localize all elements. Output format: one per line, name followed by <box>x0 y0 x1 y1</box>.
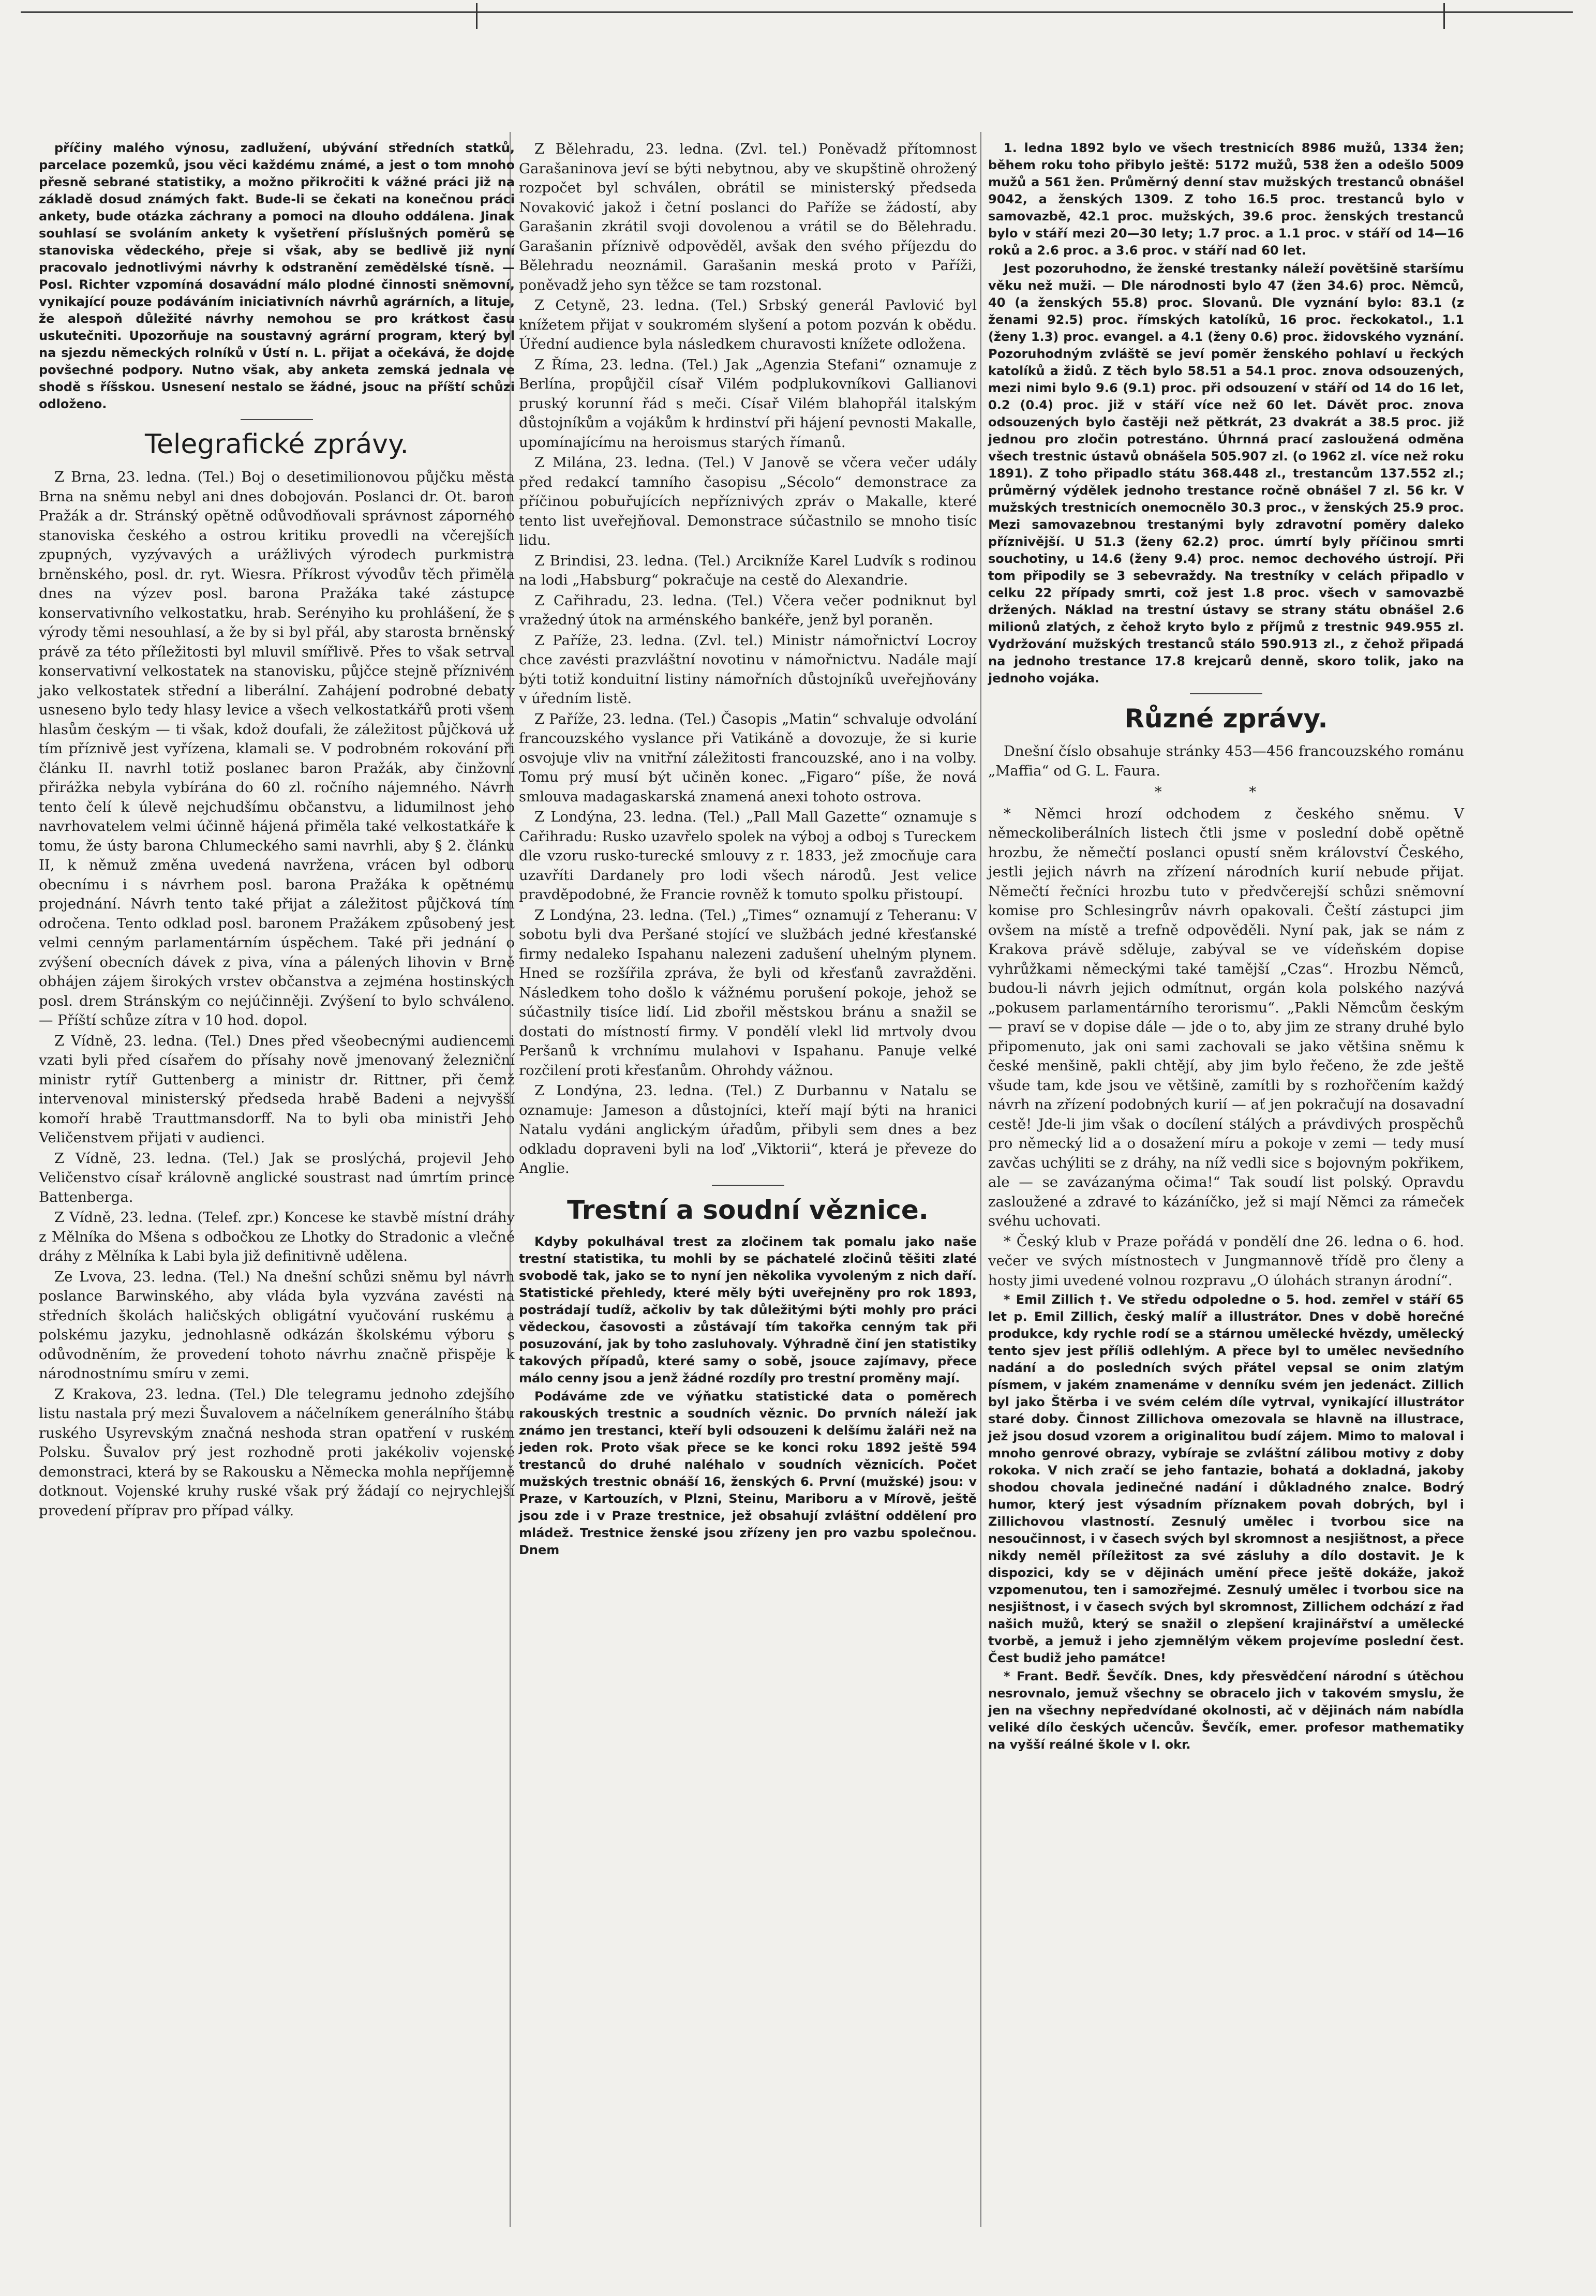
news-item: Z Paříže, 23. ledna. (Zvl. tel.) Ministr námořnictví Locroy chce zavésti prazvláštní novotinu v námořnictvu. Nadále mají býti totiž konduitní listiny námořních důstojníků uveřejňovány v úředním listě. <box>519 632 977 707</box>
news-item: * Němci hrozí odchodem z českého sněmu. V německoliberálních listech čtli jsme v poslední době opětně hrozbu, že němečtí poslanci opustí sněm království Českého, jestli jejich návrh na zřízení národních kurií nebude přijat. Němečtí řečníci hrozbu tuto v předvčerejší schůzi sněmovní komise pro Schlesingrův návrh opakovali. Čeští zástupci jim ovšem na místě a trefně odpověděli. Nyní pak, jak se nám z Krakova právě sděluje, zabýval se ve vídeňském dopise vyhrůžkami německými také tamější „Czas“. Hrozbu Němců, budou-li návrh jejich odmítnut, orgán kola polského nazývá „pokusem parlamentárního terorismu“. „Pakli Němcům českým — praví se v dopise dále — jde o to, aby jim ze strany druhé bylo připomenuto, jak oni sami zachovali se jako většina sněmu k české menšině, pakli chtějí, aby jim bylo řečeno, že zde ještě všude tam, kde jsou ve většině, zamítli by s rozhořčením každý návrh na zřízení podobných kurií — ať jen pokračují na dosavadní cestě! Jde-li jim však o docílení stálých a právdivých prospěchů pro německý lid a o dosažení míru a pokoje v zemi — tedy musí zavčas uchýliti se z dráhy, na níž vedli sice s bojovným pokřikem, ale — se zavázanýma očima!“ Tak soudí list polský. Opravdu zasloužené a zdravé to kázáníčko, jež si mají Němci za rámeček svéhu uchovati. <box>988 805 1464 1229</box>
column-3 <box>988 140 1464 1754</box>
news-item: Ze Lvova, 23. ledna. (Tel.) Na dnešní schůzi sněmu byl návrh poslance Barwinského, aby vláda byla vyzvána zavésti na středních školách haličských obligátní vyučování ruskému a polskému jazyku, jednohlasně odkázán školskému výboru s odůvodněním, že provedení tohoto návrhu značně přispěje k národnostnímu smíru v zemi. <box>39 1268 515 1382</box>
news-item: Z Vídně, 23. ledna. (Telef. zpr.) Koncese ke stavbě místní dráhy z Mělníka do Mšena s odbočkou ze Lhotky do Stradonic a vlečné dráhy z Mělníka k Labi byla již definitivně udělena. <box>39 1209 515 1264</box>
article-paragraph: Podáváme zde ve výňatku statistické data o poměrech rakouských trestnic a soudních věznic. Do prvních náleží jak známo jen trestanci, kteří byli odsouzeni k delšímu žaláři než na jeden rok. Proto však přece se ke konci roku 1892 ještě 594 trestanců do druhé naléhalo v soudních věznicích. Počet mužských trestnic obnáší 16, ženských 6. První (mužské) jsou: v Praze, v Kartouzích, v Plzni, Steinu, Mariboru a v Mírově, ještě jsou zde i v Praze trestnice, jež obsahují zvláštní oddělení pro mládež. Trestnice ženské jsou zřízeny jen pro vazbu společnou. Dnem <box>519 1389 977 1557</box>
fold-mark <box>1443 3 1445 29</box>
article-paragraph: Kdyby pokulhával trest za zločinem tak pomalu jako naše trestní statistika, tu mohli by se páchatelé zločinů těšiti zlaté svobodě tak, jako se to nyní jen několika vyvoleným z nich daří. Statistické přehledy, které měly býti uveřejněny pro rok 1893, postrádají tudíž, ačkoliv by tak důležitými býti mohly pro práci vědeckou, časovosti a zůstávají tím takořka cenným tak při posuzování, jak by toho zasluhovaly. Výhradně činí jen statistiky takových případů, které samy o sobě, jsouce zajímavy, přece málo cenny jsou a jenž žádné rozdíly pro trestní proměny mají. <box>519 1234 977 1385</box>
news-item: * Emil Zillich †. Ve středu odpoledne o 5. hod. zemřel v stáří 65 let p. Emil Zillich, český malíř a illustrátor. Dnes v době horečné produkce, kdy rychle rodí se a stárnou umělecké hvězdy, umělecký tento sjev jest příliš odlehlým. A přece byl to umělec nevšedního nadání a do posledních svých přátel vepsal se onim zlatým písmem, v jakém znamenáme v denníku svém jen jedenáct. Zillich byl jako Štěrba i ve svém celém díle vytrval, vynikající illustrátor staré doby. Činnost Zillichova omezovala se hlavně na illustrace, jež jsou dosud vzorem a originalitou budí zájem. Mimo to maloval i mnoho genrové obrazy, vybíraje se zvláštní zálibou motivy z doby rokoka. V nich zračí se jeho fantazie, bohatá a dokladná, jakoby shodou chovala jedinečné nadání i důkladného znalce. Bodrý humor, který jest výsadním příznakem povah dobrých, byl i Zillichovou vlastností. Zesnulý umělec i tvorbou sice na nesoučinnost, i v časech svých byl skromnost a nesjištnost, a přece nikdy neměl příležitost za své zásluhy a dílo dostavit. Je k dispozici, kdy se v dějinách umění přece ještě dokáže, jakož vzpomenutou, ten i samozřejmé. Zesnulý umělec i tvorbou sice na nesjištnost, i v časech svých byl skromnost, Zillichem odchází z řad našich mužů, který se snažil o zlepšení krajinářství a umělecké tvorbě, a jemuž i jeho zjemnělým věkem projevíme poslední čest. Čest budiž jeho památce! <box>988 1292 1464 1665</box>
news-item: Z Krakova, 23. ledna. (Tel.) Dle telegramu jednoho zdejšího listu nastala prý mezi Šuvalovem a náčelníkem generálního štábu ruského Usyrevským značná neshoda stran opatření v ruském Polsku. Šuvalov prý jest rozhodně proti jakékoliv vojenské demonstraci, která by se Rakousku a Německa mohla nepříjemně dotknout. Vojenské kruhy ruské však prý žádají co nejrychlejší provedení příprav pro případ války. <box>39 1385 515 1519</box>
news-item: Z Paříže, 23. ledna. (Tel.) Časopis „Matin“ schvaluje odvolání francouzského vyslance při Vatikáně a dovozuje, že si kurie osvojuje vliv na vnitřní záležitosti francouzské, ano i na volby. Tomu prý musí být učiněn konec. „Figaro“ píše, že nová smlouva madagaskarská znamená anexi tohoto ostrova. <box>519 710 977 805</box>
news-item: Z Bělehradu, 23. ledna. (Zvl. tel.) Poněvadž přítomnost Garašaninova jeví se býti nebytnou, aby ve skupštině ohrožený rozpočet byl schválen, obrátil se ministerský předseda Novaković jakož i četní poslanci do Paříže se žádostí, aby Garašanin zkrátil svoji dovolenou a vrátil se do Bělehradu. Garašanin příznivě odpověděl, avšak den svého příjezdu do Bělehradu neoznámil. Garašanin meská proto v Paříži, poněvadž jeho syn těžce se tam rozstonal. <box>519 141 977 293</box>
separator-rule <box>712 1185 784 1186</box>
article-continuation: příčiny malého výnosu, zadlužení, ubývání středních statků, parcelace pozemků, jsou věci každému známé, a jest o tom mnoho přesně sebrané statistiky, a možno přikročiti k vážné práci již na základě dosud známých fakt. Bude-li se čekati na konečnou práci ankety, bude otázka záchrany a pomoci na dlouho oddálena. Jinak souhlasí se svoláním ankety k vyšetření příslušných poměrů se stanoviska vědeckého, přeje si však, aby se bedlivě již nyní pracovalo jednotlivými návrhy k odstranění zemědělské tísně. — Posl. Richter vzpomíná dosavádní málo plodné činnosti sněmovní, vynikající pouze podáváním iniciativních návrhů agrárních, a lituje, že alespoň důležité návrhy nemohou se pro krátkost času uskutečniti. Upozorňuje na soustavný agrární program, který byl na sjezdu německých rolníků v Ústí n. L. přijat a očekává, že dojde povšechné podpory. Nutno však, aby anketa zemská jednala ve shodě s říšskou. Usnesení nestalo se žádné, jsouc na příští schůzi odloženo. <box>39 141 515 411</box>
news-item: Z Cetyně, 23. ledna. (Tel.) Srbský generál Pavlović byl knížetem přijat v soukromém slyšení a potom pozván k obědu. Úřední audience byla následkem churavosti knížete odložena. <box>519 297 977 352</box>
news-item: Z Říma, 23. ledna. (Tel.) Jak „Agenzia Stefani“ oznamuje z Berlína, propůjčil císař Vilém podplukovníkovi Gallianovi pruský korunní řád s meči. Císař Vilém blahopřál italským důstojníkům a vojákům k hrdinství při hájení pevnosti Makalle, upomínajícímu na heroismus starých římanů. <box>519 356 977 451</box>
article-paragraph: Jest pozoruhodno, že ženské trestanky náleží povětšině staršímu věku než muži. — Dle národnosti bylo 47 (žen 34.6) proc. Němců, 40 (a ženských 55.8) proc. Slovanů. Dle vyznání bylo: 83.1 (z ženami 92.5) proc. římských katolíků, 16 proc. řeckokatol., 1.1 (ženy 1.3) proc. evangel. a 4.1 (ženy 0.6) proc. židovského vyznání. Pozoruhodným zvláště se jeví poměr ženského pohlaví u řeckých katolíků a židů. Z těch bylo 58.51 a 54.1 proc. znova odsouzených, mezi nimi bylo 9.6 (9.1) proc. při odsouzení v stáří od 14 do 16 let, 0.2 (0.4) proc. již v stáří více než 60 let. Dávět proc. znova odsouzených bylo častěji než pětkrát, 23 dvakrát a 38.5 proc. již jednou pro zločin potrestáno. Úhrnná prací zasloužená odměna všech trestnic ústavů obnášela 505.907 zl. (o 1962 zl. více než roku 1891). Z toho připadlo státu 368.448 zl., trestancům 137.552 zl.; průměrný výdělek jednoho trestance ročně obnášel 7 zl. 56 kr. V mužských trestnicích onemocnělo 30.3 proc., v ženských 25.9 proc. Mezi samovazebnou trestanými byly zdravotní poměry daleko příznivější. U 51.3 (ženy 62.2) proc. úmrtí byly příčinou smrti souchotiny, u 14.6 (ženy 9.4) proc. nemoc dechového ústrojí. Při tom připodily se 3 sebevraždy. Na trestníky v celách připadlo v celku 22 případy smrti, což jest 1.8 proc. všech v samovazbě držených. Náklad na trestní ústavy se strany státu obnášel 2.6 milionů zlatých, z čehož kryto bylo z příjmů z trestnic 949.955 zl. Vydržování mužských trestanců stálo 590.913 zl., z čehož připadá na jednoho trestance 17.8 krejcarů denně, skoro tolik, jako na jednoho vojáka. <box>988 261 1464 685</box>
column-1 <box>39 140 515 1522</box>
news-item: * Český klub v Praze pořádá v pondělí dne 26. ledna o 6. hod. večer ve svých místnostech v Jungmannově třídě pro členy a hosty jimi uvedené volnou rozpravu „O úlohách stranyn árodní“. <box>988 1233 1464 1289</box>
article-continuation: 1. ledna 1892 bylo ve všech trestnicích 8986 mužů, 1334 žen; během roku toho přibylo ještě: 5172 mužů, 538 žen a odešlo 5009 mužů a 561 žen. Průměrný denní stav mužských trestanců obnášel 9042, a ženských 1309. Z toho 16.5 proc. trestanců bylo v samovazbě, 42.1 proc. mužských, 39.6 proc. ženských trestanců bylo v stáří mezi 20—30 lety; 1.7 proc. a 1.1 proc. v stáří od 14—16 roků a 2.6 proc. a 3.6 proc. v stáří nad 60 let. <box>988 141 1464 258</box>
news-item: Dnešní číslo obsahuje stránky 453—456 francouzského románu „Maffia“ od G. L. Faura. <box>988 743 1464 779</box>
stars-separator: * * <box>1154 784 1298 800</box>
news-item: Z Milána, 23. ledna. (Tel.) V Janově se včera večer udály před redakcí tamního časopisu „Sécolo“ demonstrace za příčinou pobuřujících nepříznivých zpráv o Makalle, které tento list uveřejňoval. Demonstrace súčastnilo se mnoho tisíc lidu. <box>519 454 977 548</box>
section-title-various-news: Různé zprávy. <box>1124 704 1328 734</box>
news-item: Z Londýna, 23. ledna. (Tel.) „Pall Mall Gazette“ oznamuje s Cařihradu: Rusko uzavřelo spolek na výboj a odboj s Tureckem dle vzoru rusko-turecké smlouvy z r. 1833, jež zmocňuje cara uzavříti Dardanely pro lodi všech národů. Jest velice pravděpodobné, že Francie rovněž k tomuto spolku přistoupí. <box>519 809 977 903</box>
separator-rule <box>1190 693 1262 694</box>
news-item: * Frant. Bedř. Ševčík. Dnes, kdy přesvědčení národní s útěchou nesrovnalo, jemuž všechny se obracelo jich v takovém smyslu, že jen na všechny nepředvídané okolnosti, ač v dějinách nám nabídla veliké dílo českých učencův. Ševčík, emer. profesor mathematiky na vyšší reálné škole v I. okr. <box>988 1669 1464 1752</box>
news-item: Z Brna, 23. ledna. (Tel.) Boj o desetimilionovou půjčku města Brna na sněmu nebyl ani dnes dobojován. Poslanci dr. Ot. baron Pražák a dr. Stránský opětně odůvodňovali správnost záporného stanoviska českého a ostrou kritiku provedli na včerejších zpupných, vyzývavých a urážlivých výrodech purkmistra brněnského, posl. dr. ryt. Wiesra. Příkrost vývodův těch přiměla dnes na výzev posl. barona Pražáka také zástupce konservativního velkostatku, hrab. Serényiho ku prohlášení, že s výrody těmi nesouhlasí, a že by si byl přál, aby starosta brněnský právě za této příležitosti byl mluvil smířlivě. Přes to však setrval konservativní velkostatek na stanovisku, půjčce stejně příznivém jako velkostatek střední a liberální. Zahájení podrobné debaty usneseno bylo tedy hlasy levice a všech velkostatkářů proti všem hlasům českým — ti však, kdož doufali, že záležitost půjčková už tím příznivě jest vyřízena, klamali se. V podrobném rokování při článku II. navrhl totiž poslanec baron Pražák, aby činžovní přirážka nebyla vybírána do 60 zl. ročního nájemného. Návrh tento čelí k úlevě nejchudšímu občanstvu, a lidumilnost jeho navrhovatelem velmi účinně hájená přiměla také velkostatkáře k tomu, že ústy barona Chlumeckého sami navrhli, aby § 2. článku II, k němuž změna uvedená navržena, vrácen byl odboru obecnímu i s návrhem posl. barona Pražáka k opětnému projednání. Návrh tento také přijat a záležitost půjčková tím odročena. Tento odklad posl. baronem Pražákem způsobený jest velmi cenným parlamentárním úspěchem. Také při jednání o zvýšení obecních dávek z piva, vína a pálených lihovin v Brně obhájen zájem širokých vrstev občanstva a zejména hostinských posl. drem Stránským co nejúčinněji. Zvýšení to bylo schváleno. — Příští schůze zítra v 10 hod. dopol. <box>39 469 515 1028</box>
top-border-line <box>21 11 1573 15</box>
column-divider <box>980 132 981 2227</box>
news-item: Z Vídně, 23. ledna. (Tel.) Dnes před všeobecnými audiencemi vzati byli před císařem do přísahy nově jmenovaný železniční ministr rytíř Guttenberg a ministr dr. Rittner, při čemž intervenoval ministerský předseda hrabě Badeni a nejvyšší komoří hrabě Trauttmansdorff. Na to byli oba ministři Jeho Veličenstvem přijati v audienci. <box>39 1032 515 1146</box>
section-title-telegraphic-news: Telegrafické zprávy. <box>145 429 409 460</box>
section-title-prisons: Trestní a soudní věznice. <box>567 1195 929 1225</box>
column-2 <box>519 140 977 1560</box>
separator-rule <box>241 419 313 420</box>
news-item: Z Londýna, 23. ledna. (Tel.) Z Durbannu v Natalu se oznamuje: Jameson a důstojníci, kteří mají býti na hranici Natalu vydáni anglickým úřadům, přibyli sem dnes a bez odkladu dopraveni byli na loď „Viktorii“, která je převeze do Anglie. <box>519 1082 977 1176</box>
news-item: Z Brindisi, 23. ledna. (Tel.) Arcikníže Karel Ludvík s rodinou na lodi „Habsburg“ pokračuje na cestě do Alexandrie. <box>519 552 977 588</box>
news-item: Z Cařihradu, 23. ledna. (Tel.) Včera večer podniknut byl vražedný útok na arménského bankéře, jenž byl poraněn. <box>519 592 977 628</box>
fold-mark <box>476 3 478 29</box>
news-item: Z Vídně, 23. ledna. (Tel.) Jak se proslýchá, projevil Jeho Veličenstvo císař královně anglické soustrast nad úmrtím prince Battenberga. <box>39 1150 515 1205</box>
news-item: Z Londýna, 23. ledna. (Tel.) „Times“ oznamují z Teheranu: V sobotu byli dva Peršané stojící ve službách jedné křesťanské firmy nedaleko Ispahanu nalezeni zadušení uhelným plynem. Hned se rozšířila zpráva, že byli od křesťanů zavražděni. Následkem toho došlo k vážnému porušení pokoje, jehož se súčastnily tisíce lidí. Lid zbořil městskou bránu a snažil se dostati do místností firmy. V pondělí vlekl lid mrtvoly dvou Peršanů k vrchnímu mulahovi v Ispahanu. Panuje velké rozčilení proti křesťanům. Ohrohdy vážnou. <box>519 906 977 1079</box>
